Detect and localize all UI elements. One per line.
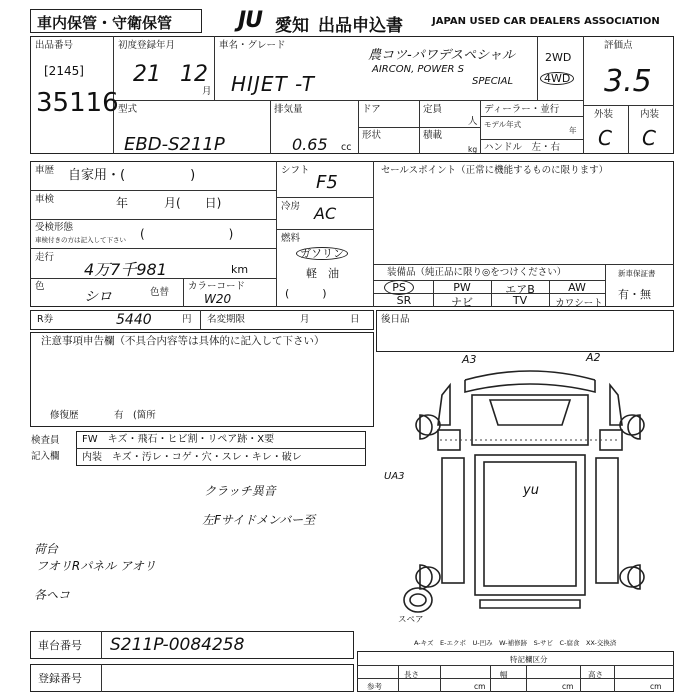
fw-line: FW キズ・飛石・ヒビ割・リペア跡・X要 <box>82 434 275 445</box>
rear-label: 後日品 <box>381 314 410 325</box>
mileage-value: 4万7千981 <box>84 260 167 279</box>
equip-leather: カワシート <box>555 298 603 309</box>
shape-label: 形状 <box>362 130 382 141</box>
handle-label: ハンドル 左・右 <box>484 142 561 153</box>
shift-label: シフト <box>281 165 310 176</box>
r-value: 5440 <box>116 312 152 328</box>
grade-line3: SPECIAL <box>472 76 514 87</box>
fuel-diesel: 軽 油 <box>306 267 339 280</box>
handnote-1: クラッチ異音 <box>204 484 276 498</box>
int-grade: C <box>642 126 656 150</box>
dealer-label: ディーラー・並行 <box>484 104 560 115</box>
drive-2wd: 2WD <box>545 51 572 64</box>
damage-legend: A-キズ E-エクボ U-凹み W-補修跡 S-サビ C-腐食 XX-交換済 <box>414 639 617 647</box>
notes-label: 注意事項申告欄（不具合内容等は具体的に記入して下さい） <box>41 335 325 347</box>
score-label: 評価点 <box>604 40 633 51</box>
km-unit: km <box>231 263 249 276</box>
car-name-label: 車名・グレード <box>219 40 286 51</box>
reg-label: 登録番号 <box>38 672 82 685</box>
int-line: キズ・汚レ・コゲ・穴・スレ・キレ・破レ <box>112 452 302 463</box>
mark-a3: A3 <box>462 353 477 366</box>
cm-unit-3: cm <box>650 682 662 691</box>
mileage-label: 走行 <box>35 252 55 263</box>
handnote-4: フオリRパネル アオリ <box>36 559 156 573</box>
color-code: W20 <box>204 292 232 306</box>
equip-sr: SR <box>396 294 412 307</box>
drive-4wd: 4WD <box>540 72 574 85</box>
equip-aw: AW <box>568 281 586 294</box>
model-label: 型式 <box>118 104 138 115</box>
cm-unit-1: cm <box>474 682 486 691</box>
fuel-other: ( ) <box>285 287 327 300</box>
tax-row <box>30 310 374 330</box>
history-label: 車歴 <box>35 165 55 176</box>
name-change-month: 月 <box>300 314 310 325</box>
int-label: 内装 <box>640 109 660 120</box>
history-value: 自家用・( ) <box>68 168 196 183</box>
mark-ua3: UA3 <box>384 471 405 482</box>
handnote-3: 荷台 <box>34 542 59 556</box>
sales-label: セールスポイント（正常に機能するものに限ります） <box>381 165 609 176</box>
lot-code: [2145] <box>44 64 84 78</box>
mark-center: yu <box>523 483 539 498</box>
association-name: JAPAN USED CAR DEALERS ASSOCIATION <box>432 16 660 27</box>
inspection-value: 年 月( 日) <box>116 196 222 210</box>
color-code-label: カラーコード <box>188 281 246 292</box>
door-label: ドア <box>362 104 381 115</box>
equip-ps: PS <box>384 280 414 295</box>
handnote-5: 各ヘコ <box>34 588 71 602</box>
cc-unit: cc <box>341 142 352 153</box>
car-name: HIJET -T <box>231 72 316 96</box>
logo-region: 愛知 <box>275 16 309 36</box>
capacity-label: 定員 <box>423 104 443 115</box>
cm-unit-2: cm <box>562 682 574 691</box>
grade-line2: AIRCON, POWER S <box>372 64 465 75</box>
equip-pw: PW <box>453 281 471 294</box>
model-value: EBD-S211P <box>124 134 225 155</box>
shift-value: F5 <box>316 172 338 193</box>
length-label: 長さ <box>404 670 419 679</box>
record-label: 記入欄 <box>31 451 60 462</box>
width-label: 幅 <box>500 670 508 679</box>
load-label: 積載 <box>423 130 443 141</box>
chassis-label: 車台番号 <box>38 639 82 652</box>
chassis-value: S211P-0084258 <box>110 635 245 655</box>
aircon-label: 冷房 <box>281 201 301 212</box>
repair-label: 修復歴 <box>50 410 79 421</box>
first-reg-label: 初度登録年月 <box>118 40 176 51</box>
grade-line1: 農コツ-パワデスペシャル <box>368 48 515 63</box>
color-label: 色 <box>35 281 45 292</box>
displacement-label: 排気量 <box>274 104 303 115</box>
first-reg-year: 21 <box>133 62 161 87</box>
mark-a2: A2 <box>586 351 601 364</box>
equip-tv: TV <box>512 294 528 307</box>
receipt-note: 車検付きの方は記入して下さい <box>35 236 126 244</box>
person-unit: 人 <box>468 116 478 127</box>
r-label: R券 <box>37 314 54 325</box>
handnote-2: 左Fサイドメンバー至 <box>202 513 316 527</box>
lot-number: 35116 <box>36 88 119 118</box>
lot-label: 出品番号 <box>35 40 74 51</box>
r-yen: 円 <box>182 314 192 325</box>
receipt-label: 受検形態 <box>35 222 74 233</box>
name-change-label: 名変期限 <box>207 314 246 325</box>
inspection-label: 車検 <box>35 194 55 205</box>
int-prefix: 内装 <box>82 452 102 463</box>
kg-unit: kg <box>468 145 478 154</box>
displacement-value: 0.65 <box>292 135 328 154</box>
height-label: 高さ <box>588 670 603 679</box>
warranty-label: 新車保証書 <box>618 269 656 278</box>
color-value: シロ <box>84 289 112 305</box>
model-year-unit: 年 <box>569 126 577 135</box>
equip-navi: ナビ <box>451 296 473 309</box>
storage-title: 車内保管・守衛保管 <box>37 14 173 32</box>
ext-label: 外装 <box>594 109 614 120</box>
equip-airbag: エアB <box>505 283 535 296</box>
equipment-label: 装備品（純正品に限り◎をつけください） <box>387 267 567 278</box>
fuel-gasoline: ガソリン <box>296 247 348 260</box>
first-reg-month: 12 <box>180 62 208 87</box>
ext-grade: C <box>598 126 612 150</box>
receipt-value: ( ) <box>140 227 234 241</box>
ref-label-1: 参考 <box>367 682 382 691</box>
note-category-label: 特記欄区分 <box>510 655 548 664</box>
model-year-label: モデル年式 <box>484 120 522 129</box>
form-title: 出品申込書 <box>318 16 403 36</box>
color-change-label: 色替 <box>150 287 170 298</box>
first-reg-month-unit: 月 <box>202 86 212 97</box>
inspector-label: 検査員 <box>31 435 60 446</box>
name-change-day: 日 <box>350 314 360 325</box>
ju-logo: JU <box>238 8 263 33</box>
rear-box <box>376 310 674 352</box>
aircon-value: AC <box>314 204 337 223</box>
repair-value: 有 (箇所 <box>114 410 156 421</box>
fuel-label: 燃料 <box>281 233 301 244</box>
warranty-value: 有・無 <box>618 288 651 301</box>
score-value: 3.5 <box>604 64 652 99</box>
spare-label: スペア <box>398 615 424 625</box>
